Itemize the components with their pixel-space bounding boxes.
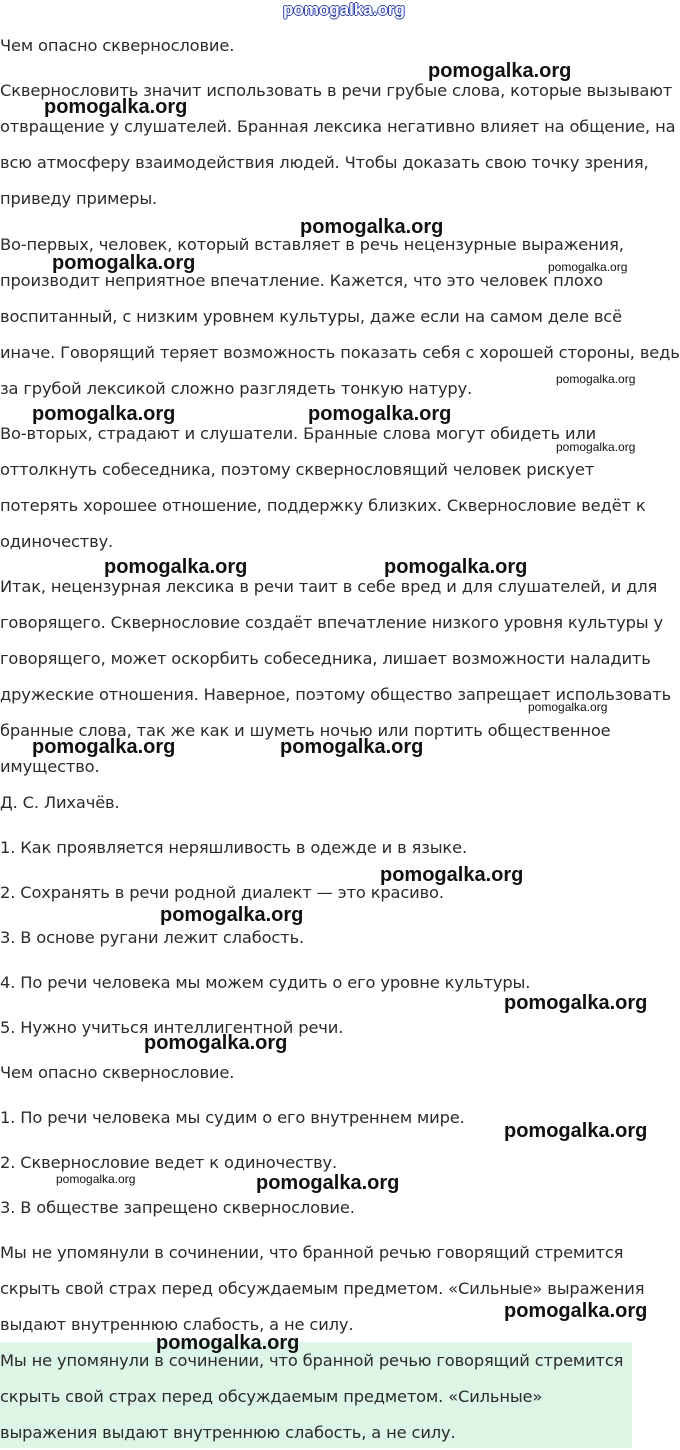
watermark: pomogalka.org — [32, 403, 176, 425]
watermark: pomogalka.org — [52, 252, 196, 274]
text-line: дружеские отношения. Наверное, поэтому общество запрещает использовать — [0, 685, 672, 704]
watermark: pomogalka.org — [556, 440, 636, 454]
text-line: 4. По речи человека мы можем судить о его уровне культуры. — [0, 973, 531, 992]
text-line: Д. С. Лихачёв. — [0, 793, 120, 812]
watermark: pomogalka.org — [56, 1172, 136, 1186]
text-line: Чем опасно сквернословие. — [0, 1063, 235, 1082]
text-line: 2. Сохранять в речи родной диалект — это красиво. — [0, 883, 444, 902]
site-header-watermark: pomogalka.org — [283, 0, 405, 19]
text-line: всю атмосферу взаимодействия людей. Чтобы доказать свою точку зрения, — [0, 153, 649, 172]
watermark: pomogalka.org — [556, 372, 636, 386]
watermark: pomogalka.org — [32, 736, 176, 758]
text-line: 2. Сквернословие ведет к одиночеству. — [0, 1153, 338, 1172]
watermark: pomogalka.org — [380, 864, 524, 886]
text-line: воспитанный, с низким уровнем культуры, даже если на самом деле всё — [0, 307, 622, 326]
watermark: pomogalka.org — [384, 556, 528, 578]
text-line: Во-вторых, страдают и слушатели. Бранные слова могут обидеть или — [0, 424, 597, 443]
answer-line: скрыть свой страх перед обсуждаемым предметом. «Сильные» — [0, 1387, 543, 1406]
text-line: Сквернословить значит использовать в речи грубые слова, которые вызывают — [0, 81, 673, 100]
text-line: имущество. — [0, 757, 100, 776]
text-line: Мы не упомянули в сочинении, что бранной речью говорящий стремится — [0, 1243, 624, 1262]
text-line: производит неприятное впечатление. Кажется, что это человек плохо — [0, 271, 603, 290]
text-line: 1. Как проявляется неряшливость в одежде и в языке. — [0, 838, 467, 857]
watermark: pomogalka.org — [104, 556, 248, 578]
text-line: 1. По речи человека мы судим о его внутреннем мире. — [0, 1108, 465, 1127]
watermark: pomogalka.org — [144, 1032, 288, 1054]
text-line: Чем опасно сквернословие. — [0, 36, 235, 55]
watermark: pomogalka.org — [504, 1120, 648, 1142]
text-line: скрыть свой страх перед обсуждаемым предметом. «Сильные» выражения — [0, 1279, 645, 1298]
text-line: говорящего, может оскорбить собеседника, лишает возможности наладить — [0, 649, 651, 668]
answer-line: Мы не упомянули в сочинении, что бранной речью говорящий стремится — [0, 1351, 624, 1370]
text-line: 5. Нужно учиться интеллигентной речи. — [0, 1018, 344, 1037]
text-line: говорящего. Сквернословие создаёт впечатление низкого уровня культуры у — [0, 613, 663, 632]
text-line: оттолкнуть собеседника, поэтому сквернословящий человек рискует — [0, 460, 595, 479]
text-line: отвращение у слушателей. Бранная лексика негативно влияет на общение, на — [0, 117, 676, 136]
text-line: приведу примеры. — [0, 189, 158, 208]
watermark: pomogalka.org — [504, 1300, 648, 1322]
watermark: pomogalka.org — [300, 216, 444, 238]
watermark: pomogalka.org — [548, 260, 628, 274]
text-line: иначе. Говорящий теряет возможность показать себя с хорошей стороны, ведь — [0, 343, 680, 362]
text-line: одиночеству. — [0, 532, 114, 551]
watermark: pomogalka.org — [504, 992, 648, 1014]
watermark: pomogalka.org — [156, 1332, 300, 1354]
text-line: за грубой лексикой сложно разглядеть тонкую натуру. — [0, 379, 473, 398]
text-line: Итак, нецензурная лексика в речи таит в себе вред и для слушателей, и для — [0, 577, 658, 596]
text-line: выдают внутреннюю слабость, а не силу. — [0, 1315, 354, 1334]
watermark: pomogalka.org — [428, 60, 572, 82]
watermark: pomogalka.org — [44, 96, 188, 118]
text-line: Во-первых, человек, который вставляет в речь нецензурные выражения, — [0, 235, 624, 254]
watermark: pomogalka.org — [280, 736, 424, 758]
watermark: pomogalka.org — [256, 1172, 400, 1194]
answer-line: выражения выдают внутреннюю слабость, а не силу. — [0, 1423, 456, 1442]
text-line: бранные слова, так же как и шуметь ночью или портить общественное — [0, 721, 611, 740]
watermark: pomogalka.org — [528, 700, 608, 714]
watermark: pomogalka.org — [160, 904, 304, 926]
text-line: 3. В обществе запрещено сквернословие. — [0, 1198, 355, 1217]
watermark: pomogalka.org — [308, 403, 452, 425]
text-line: 3. В основе ругани лежит слабость. — [0, 928, 305, 947]
text-line: потерять хорошее отношение, поддержку близких. Сквернословие ведёт к — [0, 496, 646, 515]
